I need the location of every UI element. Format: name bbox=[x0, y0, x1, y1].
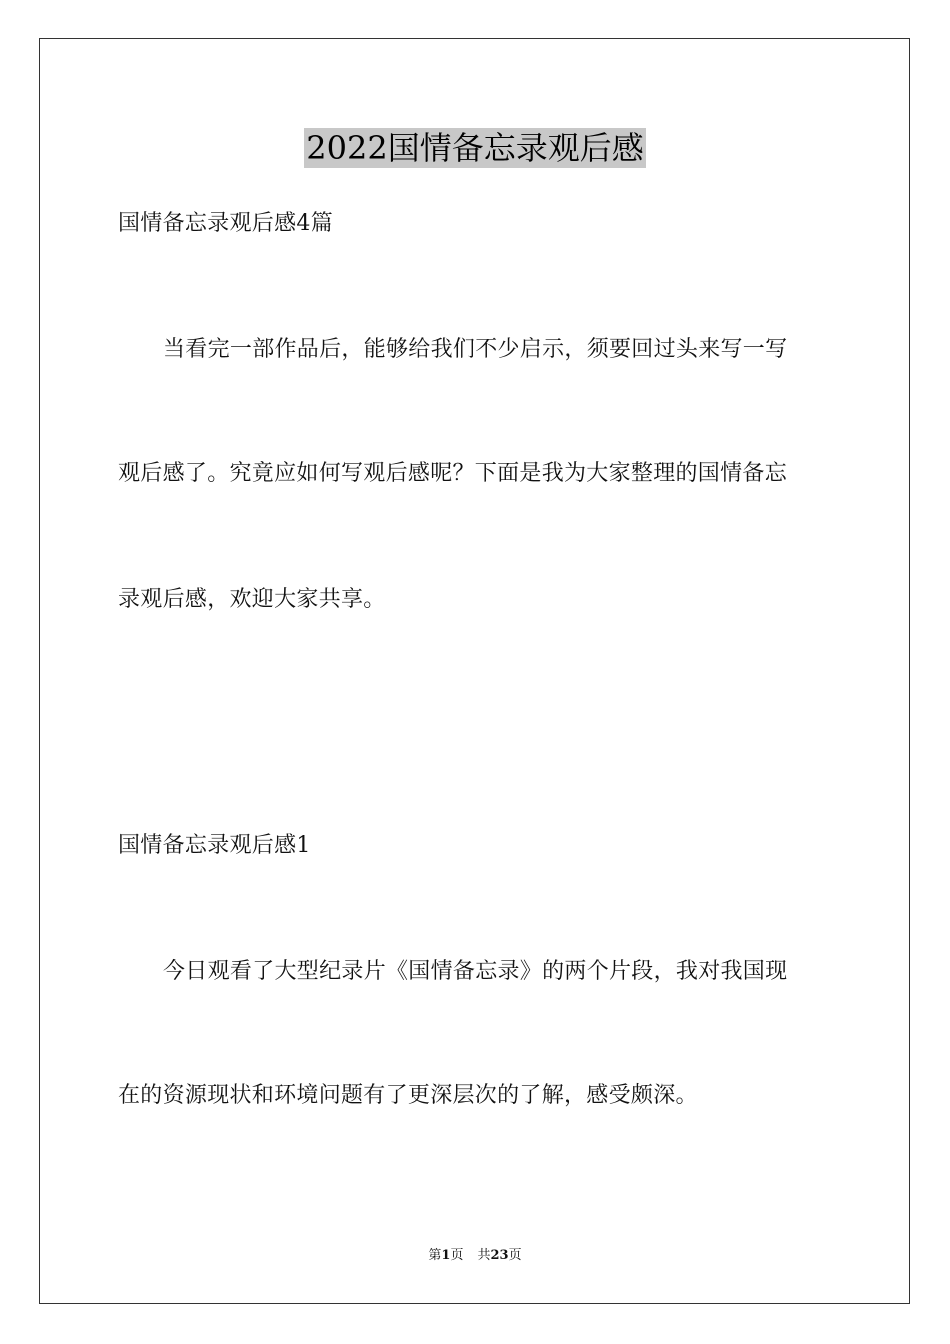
paragraph-line: 在的资源现状和环境问题有了更深层次的了解，感受颇深。 bbox=[118, 1083, 698, 1108]
page-prefix: 第 bbox=[428, 1248, 442, 1263]
total-pages: 23 bbox=[490, 1248, 509, 1263]
heading-line: 国情备忘录观后感4篇 bbox=[118, 211, 333, 236]
paragraph-line: 今日观看了大型纪录片《国情备忘录》的两个片段，我对我国现 bbox=[163, 959, 788, 984]
total-suffix: 页 bbox=[508, 1248, 522, 1263]
page-number: 1 bbox=[441, 1248, 451, 1263]
page-suffix: 页 bbox=[450, 1248, 464, 1263]
paragraph-line: 录观后感，欢迎大家共享。 bbox=[118, 587, 386, 612]
page-footer bbox=[0, 1247, 950, 1265]
paragraph-line: 观后感了。究竟应如何写观后感呢？下面是我为大家整理的国情备忘 bbox=[118, 461, 788, 486]
document-title: 2022国情备忘录观后感 bbox=[306, 129, 644, 167]
total-prefix: 共 bbox=[477, 1248, 491, 1263]
title-container bbox=[0, 128, 950, 168]
paragraph-line: 当看完一部作品后，能够给我们不少启示，须要回过头来写一写 bbox=[163, 337, 788, 362]
section-heading: 国情备忘录观后感1 bbox=[118, 833, 311, 858]
